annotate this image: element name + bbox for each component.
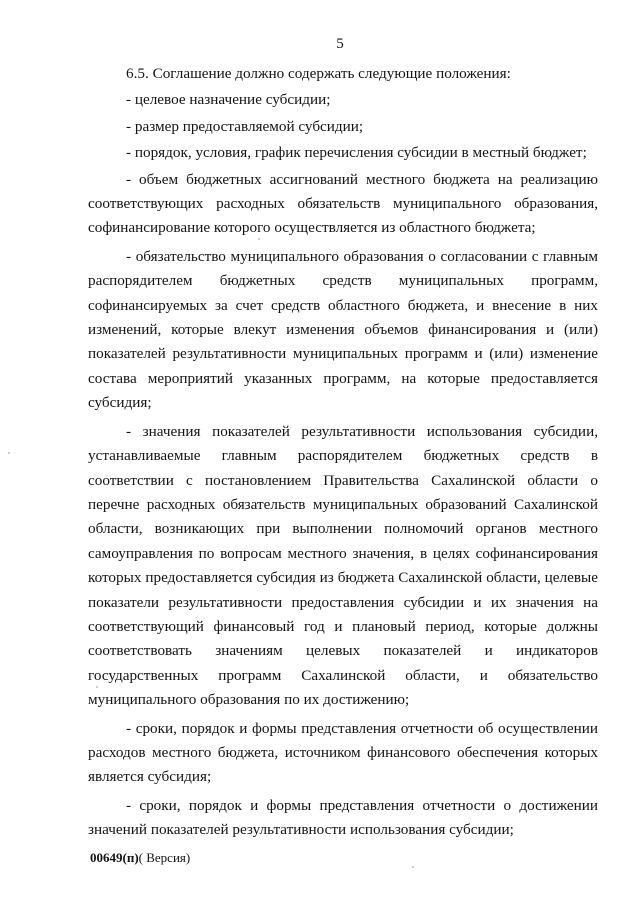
list-item-program-approval: - обязательство муниципального образования о согласовании с главным распорядителем бюджетных средств муниципальных программ, софинансируемых за счет средств областного бюджета, и внесение в них изменений, которые влекут изменения объемов финансирования и (или) показателей результативности муниципальных программ и (или) изменение состава мероприятий указанных программ, на которые предоставляется субсидия; — [88, 247, 598, 412]
scan-speck — [8, 452, 10, 454]
scan-speck — [412, 866, 414, 868]
list-item-reporting-expenses: - сроки, порядок и формы представления отчетности об осуществлении расходов местного бюджета, источником финансового обеспечения которых является субсидия; — [88, 719, 598, 786]
list-item-reporting-results: - сроки, порядок и формы представления отчетности о достижении значений показателей результативности использования субсидии; — [88, 796, 598, 839]
document-body — [88, 62, 598, 847]
paragraph-6-5-heading: 6.5. Соглашение должно содержать следующие положения: — [126, 65, 511, 82]
page-number: 5 — [336, 36, 344, 52]
document-footer — [90, 850, 190, 866]
list-item-size: - размер предоставляемой субсидии; — [126, 117, 364, 135]
list-item-performance-indicators: - значения показателей результативности использования субсидии, устанавливаемые главным распорядителем бюджетных средств в соответствии с постановлением Правительства Сахалинской области о перечне расходных обязательств муниципальных образований Сахалинской области, возникающих при выполнении полномочий органов местного самоуправления по вопросам местного значения, в целях софинансирования которых предоставляется субсидия из бюджета Сахалинской области, целевые показатели результативности предоставления субсидии и их значения на соответствующий финансовый год и плановый период, которые должны соответствовать значениям целевых показателей и индикаторов государственных программ Сахалинской области, и обязательство муниципального образования по их достижению; — [88, 422, 598, 709]
scan-speck — [96, 686, 98, 688]
list-item-budget-volume: - объем бюджетных ассигнований местного бюджета на реализацию соответствующих расходных обязательств муниципального образования, софинансирование которого осуществляется из областного бюджета; — [88, 170, 598, 237]
list-item-purpose: - целевое назначение субсидии; — [126, 91, 331, 109]
list-item-schedule: - порядок, условия, график перечисления субсидии в местный бюджет; — [126, 144, 587, 162]
scan-speck — [258, 238, 260, 240]
document-code: 00649(п) — [90, 850, 139, 865]
document-version: ( Версия) — [138, 850, 191, 865]
